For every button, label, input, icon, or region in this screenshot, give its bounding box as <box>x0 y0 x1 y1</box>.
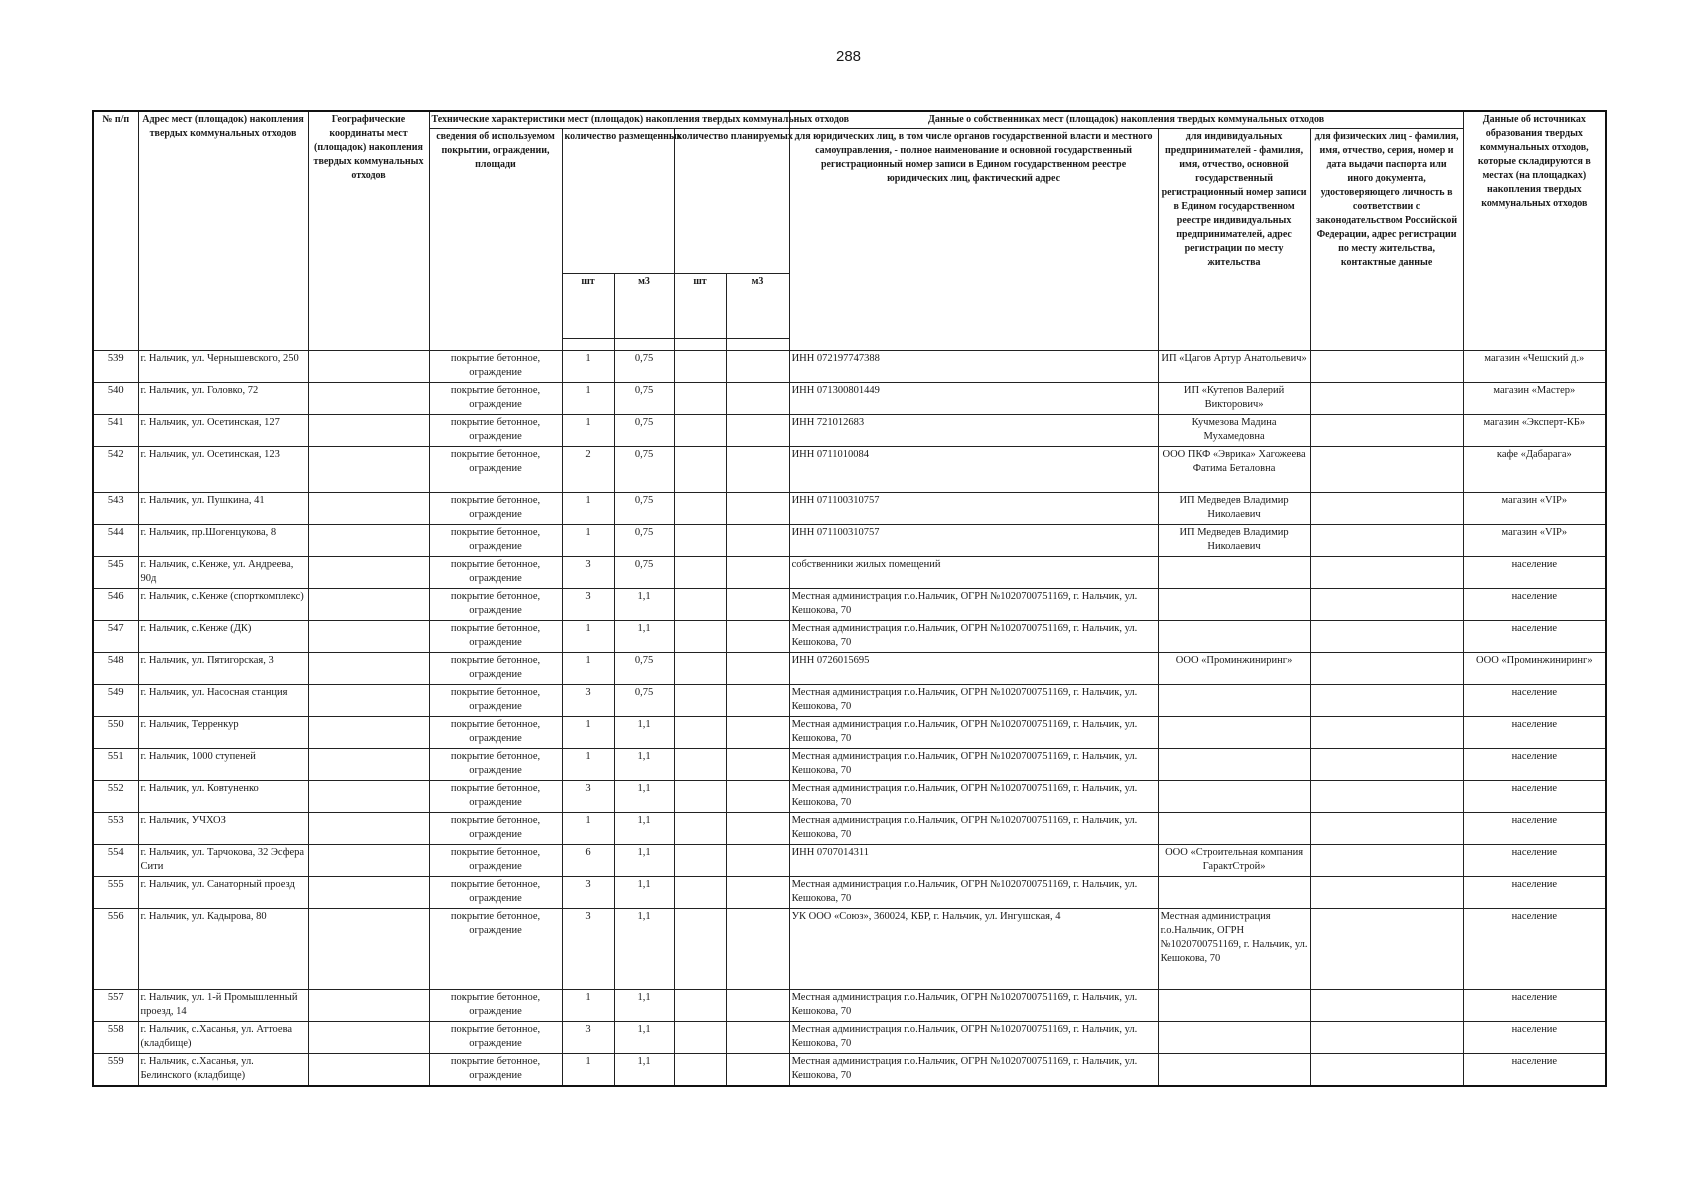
header-surface: сведения об используемом покрытии, ограждении, площади <box>429 129 562 351</box>
row-coords <box>308 351 429 383</box>
row-planned-m3 <box>726 351 789 383</box>
row-physical-person <box>1310 525 1463 557</box>
row-source: население <box>1463 909 1606 990</box>
row-planned-m3 <box>726 557 789 589</box>
row-physical-person <box>1310 447 1463 493</box>
header-qty-planned: количество планируемых <box>674 129 789 274</box>
row-legal-entity: Местная администрация г.о.Нальчик, ОГРН №1020700751169, г. Нальчик, ул. Кешокова, 70 <box>789 621 1158 653</box>
table-row <box>93 351 1606 383</box>
row-pcs: 3 <box>562 685 614 717</box>
row-planned-pcs <box>674 877 726 909</box>
table-row <box>93 909 1606 990</box>
table-row <box>93 415 1606 447</box>
row-legal-entity: Местная администрация г.о.Нальчик, ОГРН №1020700751169, г. Нальчик, ул. Кешокова, 70 <box>789 1022 1158 1054</box>
row-number: 544 <box>93 525 138 557</box>
row-source: население <box>1463 557 1606 589</box>
row-number: 548 <box>93 653 138 685</box>
row-address: г. Нальчик, пр.Шогенцукова, 8 <box>138 525 308 557</box>
row-source: население <box>1463 781 1606 813</box>
row-m3: 1,1 <box>614 621 674 653</box>
row-pcs: 1 <box>562 351 614 383</box>
row-legal-entity: Местная администрация г.о.Нальчик, ОГРН №1020700751169, г. Нальчик, ул. Кешокова, 70 <box>789 813 1158 845</box>
row-planned-pcs <box>674 415 726 447</box>
row-surface: покрытие бетонное, ограждение <box>429 845 562 877</box>
row-planned-m3 <box>726 653 789 685</box>
row-surface: покрытие бетонное, ограждение <box>429 589 562 621</box>
row-coords <box>308 909 429 990</box>
row-legal-entity: Местная администрация г.о.Нальчик, ОГРН №1020700751169, г. Нальчик, ул. Кешокова, 70 <box>789 877 1158 909</box>
row-surface: покрытие бетонное, ограждение <box>429 557 562 589</box>
row-planned-m3 <box>726 685 789 717</box>
header-legal: для юридических лиц, в том числе органов государственной власти и местного самоуправления, - полное наименование и основной государственный регистрационный номер записи в Едином государственном реестре юридических лиц, фактический адрес <box>789 129 1158 351</box>
row-coords <box>308 493 429 525</box>
row-pcs: 3 <box>562 589 614 621</box>
row-entrepreneur <box>1158 717 1310 749</box>
row-source: население <box>1463 685 1606 717</box>
row-entrepreneur <box>1158 749 1310 781</box>
table-row <box>93 1022 1606 1054</box>
row-number: 555 <box>93 877 138 909</box>
row-planned-pcs <box>674 845 726 877</box>
row-planned-m3 <box>726 525 789 557</box>
row-number: 556 <box>93 909 138 990</box>
row-address: г. Нальчик, с.Кенже (спорткомплекс) <box>138 589 308 621</box>
row-surface: покрытие бетонное, ограждение <box>429 351 562 383</box>
table-row <box>93 685 1606 717</box>
table-row <box>93 621 1606 653</box>
row-number: 541 <box>93 415 138 447</box>
row-legal-entity: Местная администрация г.о.Нальчик, ОГРН №1020700751169, г. Нальчик, ул. Кешокова, 70 <box>789 589 1158 621</box>
row-entrepreneur: Местная администрация г.о.Нальчик, ОГРН №1020700751169, г. Нальчик, ул. Кешокова, 70 <box>1158 909 1310 990</box>
row-planned-pcs <box>674 447 726 493</box>
row-pcs: 6 <box>562 845 614 877</box>
header-sources: Данные об источниках образования твердых коммунальных отходов, которые складируются в местах (на площадках) накопления твердых коммунальных отходов <box>1463 111 1606 351</box>
header-address: Адрес мест (площадок) накопления твердых коммунальных отходов <box>138 111 308 351</box>
table-row <box>93 383 1606 415</box>
header-coords: Географические координаты мест (площадок) накопления твердых коммунальных отходов <box>308 111 429 351</box>
row-surface: покрытие бетонное, ограждение <box>429 781 562 813</box>
row-source: население <box>1463 749 1606 781</box>
row-source: население <box>1463 717 1606 749</box>
row-planned-m3 <box>726 589 789 621</box>
row-pcs: 3 <box>562 557 614 589</box>
row-number: 551 <box>93 749 138 781</box>
row-coords <box>308 845 429 877</box>
row-number: 553 <box>93 813 138 845</box>
row-planned-pcs <box>674 717 726 749</box>
row-coords <box>308 383 429 415</box>
row-surface: покрытие бетонное, ограждение <box>429 909 562 990</box>
row-legal-entity: собственники жилых помещений <box>789 557 1158 589</box>
row-m3: 0,75 <box>614 493 674 525</box>
row-physical-person <box>1310 415 1463 447</box>
row-entrepreneur <box>1158 781 1310 813</box>
row-m3: 1,1 <box>614 717 674 749</box>
row-legal-entity: ИНН 0726015695 <box>789 653 1158 685</box>
row-physical-person <box>1310 1022 1463 1054</box>
row-address: г. Нальчик, ул. Осетинская, 127 <box>138 415 308 447</box>
row-legal-entity: Местная администрация г.о.Нальчик, ОГРН №1020700751169, г. Нальчик, ул. Кешокова, 70 <box>789 685 1158 717</box>
header-pcs: шт <box>562 273 614 339</box>
row-pcs: 1 <box>562 525 614 557</box>
row-number: 559 <box>93 1054 138 1087</box>
row-address: г. Нальчик, ул. Санаторный проезд <box>138 877 308 909</box>
row-address: г. Нальчик, ул. Пятигорская, 3 <box>138 653 308 685</box>
table-row <box>93 557 1606 589</box>
row-planned-m3 <box>726 1022 789 1054</box>
row-entrepreneur <box>1158 685 1310 717</box>
row-entrepreneur <box>1158 877 1310 909</box>
row-physical-person <box>1310 1054 1463 1087</box>
row-surface: покрытие бетонное, ограждение <box>429 1022 562 1054</box>
table-row <box>93 589 1606 621</box>
page-number: 288 <box>835 48 862 65</box>
row-address: г. Нальчик, ул. Кадырова, 80 <box>138 909 308 990</box>
header-owners: Данные о собственниках мест (площадок) накопления твердых коммунальных отходов <box>789 111 1463 129</box>
row-planned-pcs <box>674 621 726 653</box>
row-physical-person <box>1310 781 1463 813</box>
row-coords <box>308 447 429 493</box>
row-number: 550 <box>93 717 138 749</box>
row-source: кафе «Дабарага» <box>1463 447 1606 493</box>
row-physical-person <box>1310 990 1463 1022</box>
table-row <box>93 653 1606 685</box>
row-entrepreneur: ИП Медведев Владимир Николаевич <box>1158 525 1310 557</box>
header-qty-placed: количество размещенных <box>562 129 674 274</box>
row-pcs: 1 <box>562 621 614 653</box>
row-number: 540 <box>93 383 138 415</box>
row-address: г. Нальчик, с.Кенже (ДК) <box>138 621 308 653</box>
table-row <box>93 447 1606 493</box>
row-planned-pcs <box>674 1022 726 1054</box>
row-pcs: 3 <box>562 877 614 909</box>
row-pcs: 1 <box>562 383 614 415</box>
row-source: население <box>1463 845 1606 877</box>
row-address: г. Нальчик, ул. Головко, 72 <box>138 383 308 415</box>
row-source: население <box>1463 813 1606 845</box>
row-entrepreneur <box>1158 990 1310 1022</box>
row-number: 547 <box>93 621 138 653</box>
row-coords <box>308 621 429 653</box>
row-coords <box>308 717 429 749</box>
row-m3: 1,1 <box>614 749 674 781</box>
row-entrepreneur: ИП Медведев Владимир Николаевич <box>1158 493 1310 525</box>
header-m3: м3 <box>614 273 674 339</box>
row-coords <box>308 685 429 717</box>
row-coords <box>308 525 429 557</box>
row-coords <box>308 1054 429 1087</box>
table-row <box>93 493 1606 525</box>
row-surface: покрытие бетонное, ограждение <box>429 621 562 653</box>
row-pcs: 3 <box>562 909 614 990</box>
row-source: население <box>1463 589 1606 621</box>
row-source: население <box>1463 1022 1606 1054</box>
table-row <box>93 749 1606 781</box>
row-planned-m3 <box>726 990 789 1022</box>
row-m3: 0,75 <box>614 351 674 383</box>
row-physical-person <box>1310 685 1463 717</box>
row-physical-person <box>1310 621 1463 653</box>
row-coords <box>308 990 429 1022</box>
row-planned-pcs <box>674 525 726 557</box>
row-number: 539 <box>93 351 138 383</box>
row-legal-entity: УК ООО «Союз», 360024, КБР, г. Нальчик, ул. Ингушская, 4 <box>789 909 1158 990</box>
row-planned-pcs <box>674 781 726 813</box>
row-number: 557 <box>93 990 138 1022</box>
row-physical-person <box>1310 653 1463 685</box>
row-coords <box>308 781 429 813</box>
header-planned-m3: м3 <box>726 273 789 339</box>
row-pcs: 1 <box>562 990 614 1022</box>
row-legal-entity: Местная администрация г.о.Нальчик, ОГРН №1020700751169, г. Нальчик, ул. Кешокова, 70 <box>789 990 1158 1022</box>
row-surface: покрытие бетонное, ограждение <box>429 813 562 845</box>
row-source: магазин «VIP» <box>1463 525 1606 557</box>
row-m3: 0,75 <box>614 653 674 685</box>
row-planned-pcs <box>674 589 726 621</box>
row-planned-pcs <box>674 383 726 415</box>
row-address: г. Нальчик, 1000 ступеней <box>138 749 308 781</box>
row-address: г. Нальчик, ул. Насосная станция <box>138 685 308 717</box>
table-row <box>93 1054 1606 1087</box>
row-entrepreneur: ООО «Проминжиниринг» <box>1158 653 1310 685</box>
row-surface: покрытие бетонное, ограждение <box>429 383 562 415</box>
row-legal-entity: ИНН 072197747388 <box>789 351 1158 383</box>
row-legal-entity: ИНН 071100310757 <box>789 493 1158 525</box>
row-planned-pcs <box>674 749 726 781</box>
table-body <box>93 351 1606 1087</box>
row-planned-pcs <box>674 557 726 589</box>
row-planned-pcs <box>674 813 726 845</box>
row-address: г. Нальчик, с.Кенже, ул. Андреева, 90д <box>138 557 308 589</box>
row-planned-m3 <box>726 845 789 877</box>
row-physical-person <box>1310 383 1463 415</box>
row-m3: 1,1 <box>614 990 674 1022</box>
row-pcs: 1 <box>562 749 614 781</box>
row-physical-person <box>1310 589 1463 621</box>
table-row <box>93 845 1606 877</box>
header-planned-pcs: шт <box>674 273 726 339</box>
row-planned-pcs <box>674 1054 726 1087</box>
waste-sites-table <box>92 110 1607 1087</box>
row-planned-m3 <box>726 813 789 845</box>
row-pcs: 1 <box>562 717 614 749</box>
row-m3: 1,1 <box>614 909 674 990</box>
row-entrepreneur <box>1158 557 1310 589</box>
row-planned-m3 <box>726 493 789 525</box>
row-planned-m3 <box>726 383 789 415</box>
table-row <box>93 781 1606 813</box>
row-planned-m3 <box>726 781 789 813</box>
row-planned-m3 <box>726 447 789 493</box>
row-entrepreneur <box>1158 589 1310 621</box>
row-source: магазин «Чешский д.» <box>1463 351 1606 383</box>
row-coords <box>308 589 429 621</box>
row-address: г. Нальчик, ул. Пушкина, 41 <box>138 493 308 525</box>
row-coords <box>308 415 429 447</box>
row-number: 549 <box>93 685 138 717</box>
row-physical-person <box>1310 749 1463 781</box>
row-physical-person <box>1310 717 1463 749</box>
row-surface: покрытие бетонное, ограждение <box>429 685 562 717</box>
row-entrepreneur: ООО ПКФ «Эврика» Хагожеева Фатима Беталовна <box>1158 447 1310 493</box>
row-m3: 0,75 <box>614 685 674 717</box>
row-pcs: 1 <box>562 415 614 447</box>
row-m3: 1,1 <box>614 845 674 877</box>
row-entrepreneur: ООО «Строительная компания ГарактСтрой» <box>1158 845 1310 877</box>
row-physical-person <box>1310 877 1463 909</box>
row-source: население <box>1463 990 1606 1022</box>
header-physical: для физических лиц - фамилия, имя, отчество, серия, номер и дата выдачи паспорта или иного документа, удостоверяющего личность в соответствии с законодательством Российской Федерации, адрес регистрации по месту жительства, контактные данные <box>1310 129 1463 351</box>
row-number: 554 <box>93 845 138 877</box>
row-legal-entity: ИНН 071300801449 <box>789 383 1158 415</box>
row-m3: 1,1 <box>614 813 674 845</box>
table-row <box>93 813 1606 845</box>
row-planned-pcs <box>674 351 726 383</box>
row-surface: покрытие бетонное, ограждение <box>429 415 562 447</box>
row-m3: 0,75 <box>614 557 674 589</box>
row-m3: 1,1 <box>614 781 674 813</box>
row-planned-m3 <box>726 749 789 781</box>
row-coords <box>308 877 429 909</box>
row-source: население <box>1463 877 1606 909</box>
table-row <box>93 990 1606 1022</box>
row-legal-entity: ИНН 0711010084 <box>789 447 1158 493</box>
row-planned-pcs <box>674 990 726 1022</box>
row-address: г. Нальчик, с.Хасанья, ул. Аттоева (кладбище) <box>138 1022 308 1054</box>
row-physical-person <box>1310 493 1463 525</box>
row-address: г. Нальчик, с.Хасанья, ул. Белинского (кладбище) <box>138 1054 308 1087</box>
row-legal-entity: Местная администрация г.о.Нальчик, ОГРН №1020700751169, г. Нальчик, ул. Кешокова, 70 <box>789 781 1158 813</box>
row-surface: покрытие бетонное, ограждение <box>429 717 562 749</box>
row-number: 558 <box>93 1022 138 1054</box>
row-planned-pcs <box>674 909 726 990</box>
row-source: магазин «Эксперт-КБ» <box>1463 415 1606 447</box>
row-address: г. Нальчик, УЧХОЗ <box>138 813 308 845</box>
row-m3: 0,75 <box>614 447 674 493</box>
row-planned-m3 <box>726 621 789 653</box>
row-surface: покрытие бетонное, ограждение <box>429 990 562 1022</box>
row-legal-entity: Местная администрация г.о.Нальчик, ОГРН №1020700751169, г. Нальчик, ул. Кешокова, 70 <box>789 717 1158 749</box>
row-number: 546 <box>93 589 138 621</box>
row-m3: 1,1 <box>614 589 674 621</box>
row-legal-entity: Местная администрация г.о.Нальчик, ОГРН №1020700751169, г. Нальчик, ул. Кешокова, 70 <box>789 749 1158 781</box>
row-surface: покрытие бетонное, ограждение <box>429 749 562 781</box>
row-entrepreneur <box>1158 1022 1310 1054</box>
row-entrepreneur: ИП «Кутепов Валерий Викторович» <box>1158 383 1310 415</box>
row-m3: 0,75 <box>614 525 674 557</box>
row-coords <box>308 557 429 589</box>
row-address: г. Нальчик, ул. Тарчокова, 32 Эсфера Сити <box>138 845 308 877</box>
row-m3: 0,75 <box>614 415 674 447</box>
row-planned-m3 <box>726 1054 789 1087</box>
row-m3: 1,1 <box>614 877 674 909</box>
row-number: 543 <box>93 493 138 525</box>
row-number: 552 <box>93 781 138 813</box>
row-pcs: 1 <box>562 1054 614 1087</box>
row-planned-m3 <box>726 877 789 909</box>
row-surface: покрытие бетонное, ограждение <box>429 877 562 909</box>
row-pcs: 2 <box>562 447 614 493</box>
row-physical-person <box>1310 909 1463 990</box>
row-entrepreneur <box>1158 1054 1310 1087</box>
row-number: 545 <box>93 557 138 589</box>
row-surface: покрытие бетонное, ограждение <box>429 447 562 493</box>
row-entrepreneur <box>1158 621 1310 653</box>
row-pcs: 3 <box>562 1022 614 1054</box>
row-coords <box>308 813 429 845</box>
row-source: магазин «VIP» <box>1463 493 1606 525</box>
row-planned-pcs <box>674 685 726 717</box>
row-address: г. Нальчик, ул. 1-й Промышленный проезд, 14 <box>138 990 308 1022</box>
row-address: г. Нальчик, ул. Осетинская, 123 <box>138 447 308 493</box>
row-surface: покрытие бетонное, ограждение <box>429 525 562 557</box>
row-physical-person <box>1310 351 1463 383</box>
row-m3: 0,75 <box>614 383 674 415</box>
row-source: население <box>1463 621 1606 653</box>
row-legal-entity: Местная администрация г.о.Нальчик, ОГРН №1020700751169, г. Нальчик, ул. Кешокова, 70 <box>789 1054 1158 1087</box>
row-physical-person <box>1310 845 1463 877</box>
row-source: ООО «Проминжиниринг» <box>1463 653 1606 685</box>
row-planned-pcs <box>674 493 726 525</box>
row-planned-m3 <box>726 717 789 749</box>
table-row <box>93 717 1606 749</box>
row-pcs: 1 <box>562 653 614 685</box>
row-planned-m3 <box>726 909 789 990</box>
row-legal-entity: ИНН 721012683 <box>789 415 1158 447</box>
row-surface: покрытие бетонное, ограждение <box>429 653 562 685</box>
table-row <box>93 525 1606 557</box>
row-m3: 1,1 <box>614 1022 674 1054</box>
row-entrepreneur: ИП «Цагов Артур Анатольевич» <box>1158 351 1310 383</box>
row-source: население <box>1463 1054 1606 1087</box>
row-m3: 1,1 <box>614 1054 674 1087</box>
row-coords <box>308 749 429 781</box>
row-surface: покрытие бетонное, ограждение <box>429 493 562 525</box>
row-coords <box>308 1022 429 1054</box>
row-planned-m3 <box>726 415 789 447</box>
row-address: г. Нальчик, ул. Ковтуненко <box>138 781 308 813</box>
row-coords <box>308 653 429 685</box>
header-tech: Технические характеристики мест (площадок) накопления твердых коммунальных отходов <box>429 111 789 129</box>
row-number: 542 <box>93 447 138 493</box>
row-physical-person <box>1310 813 1463 845</box>
row-surface: покрытие бетонное, ограждение <box>429 1054 562 1087</box>
table-row <box>93 877 1606 909</box>
row-legal-entity: ИНН 0707014311 <box>789 845 1158 877</box>
row-pcs: 3 <box>562 781 614 813</box>
row-physical-person <box>1310 557 1463 589</box>
header-ip: для индивидуальных предпринимателей - фамилия, имя, отчество, основной государственный регистрационный номер записи в Едином государственном реестре индивидуальных предпринимателей, адрес регистрации по месту жительства <box>1158 129 1310 351</box>
row-entrepreneur <box>1158 813 1310 845</box>
row-source: магазин «Мастер» <box>1463 383 1606 415</box>
row-entrepreneur: Кучмезова Мадина Мухамедовна <box>1158 415 1310 447</box>
row-address: г. Нальчик, Терренкур <box>138 717 308 749</box>
row-legal-entity: ИНН 071100310757 <box>789 525 1158 557</box>
row-pcs: 1 <box>562 493 614 525</box>
row-pcs: 1 <box>562 813 614 845</box>
table-header <box>93 111 1606 351</box>
row-address: г. Нальчик, ул. Чернышевского, 250 <box>138 351 308 383</box>
row-planned-pcs <box>674 653 726 685</box>
header-num: № п/п <box>93 111 138 351</box>
